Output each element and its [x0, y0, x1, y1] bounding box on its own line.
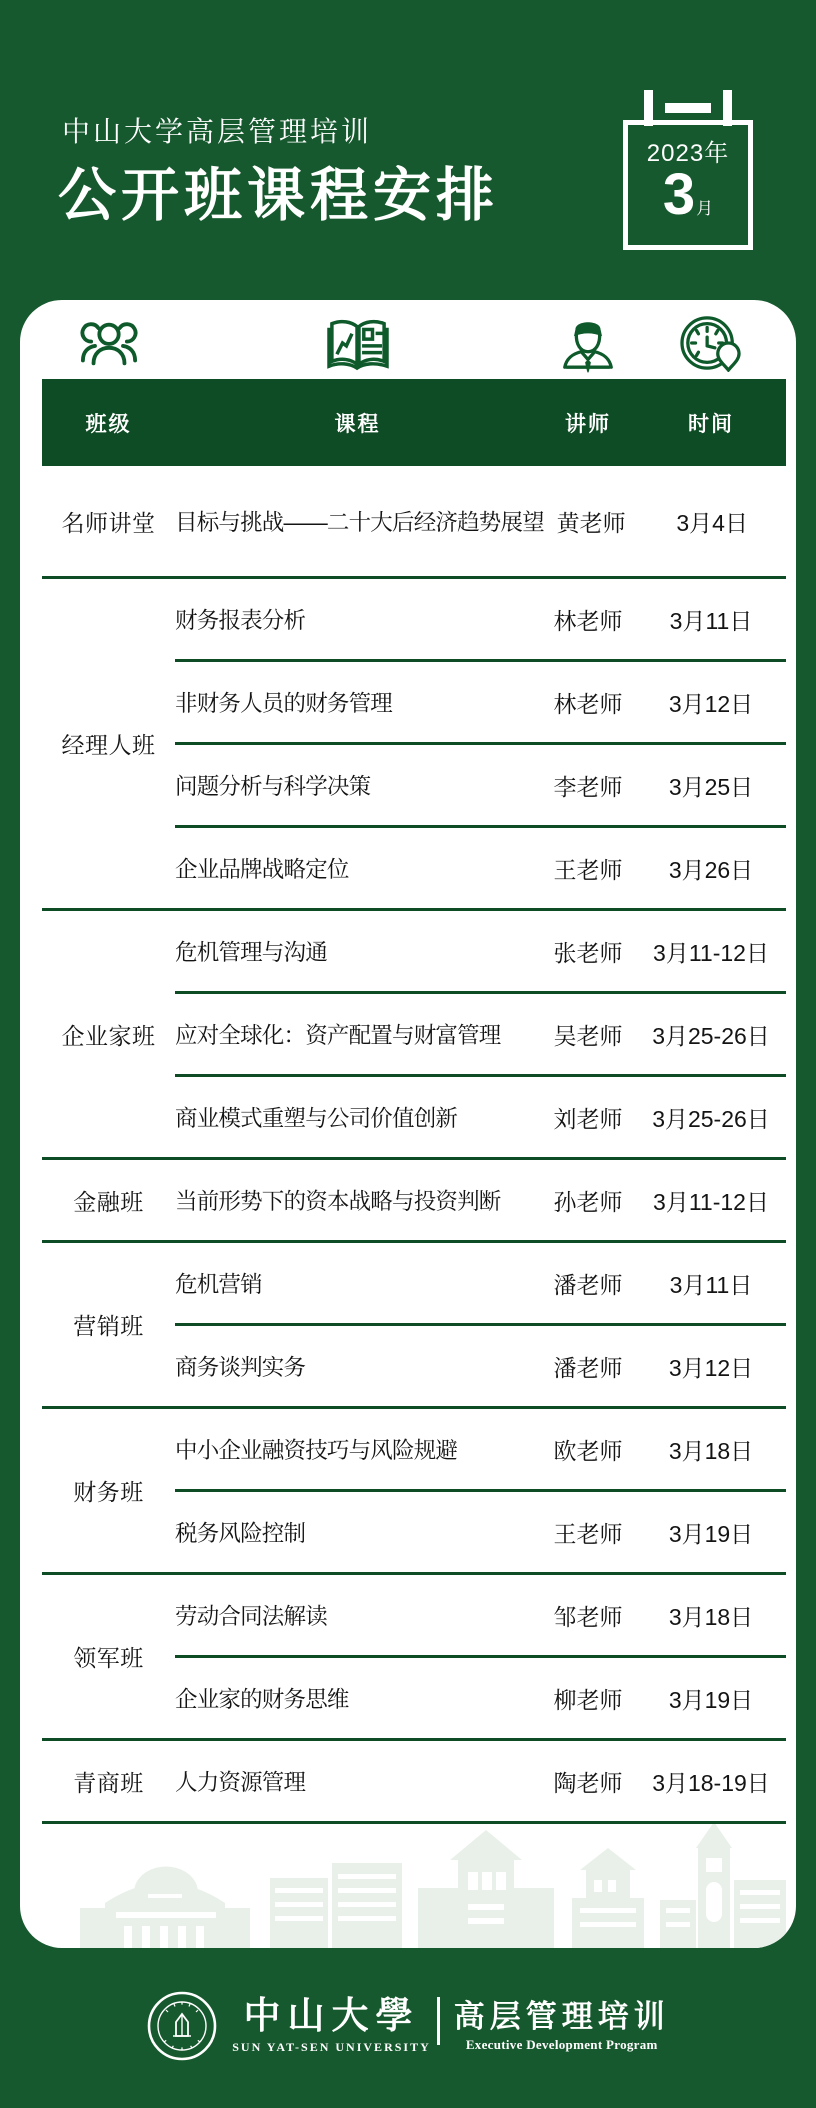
table-header-row [42, 379, 786, 466]
table-group [42, 911, 786, 1160]
teacher-cell: 林老师 [553, 690, 623, 717]
teacher-icon [540, 313, 636, 373]
class-name-label: 金融班 [73, 1188, 144, 1215]
course-cell: 企业品牌战略定位 [175, 857, 349, 882]
people-group-icon [42, 314, 175, 372]
teacher-cell: 王老师 [553, 856, 623, 883]
time-cell: 3月18-19日 [652, 1769, 770, 1796]
column-header-time: 时间 [688, 412, 734, 436]
group-rows [175, 1409, 786, 1572]
time-cell: 3月26日 [668, 856, 754, 883]
teacher-cell: 黄老师 [556, 509, 626, 536]
class-name-label: 企业家班 [61, 1022, 156, 1049]
teacher-cell: 林老师 [553, 607, 623, 634]
footer-brand [0, 1990, 816, 2062]
course-cell: 人力资源管理 [175, 1770, 306, 1795]
teacher-cell: 潘老师 [553, 1354, 623, 1381]
sysu-seal-icon [146, 1990, 218, 2062]
course-cell: 当前形势下的资本战略与投资判断 [175, 1189, 501, 1214]
time-cell: 3月12日 [668, 690, 754, 717]
table-group [42, 1409, 786, 1575]
time-cell: 3月4日 [676, 509, 748, 536]
clock-icon [636, 314, 786, 372]
class-name-label: 经理人班 [61, 732, 156, 758]
table-group [42, 1741, 786, 1824]
table-row [175, 1575, 786, 1655]
column-icons-row [42, 300, 786, 379]
class-name-label: 名师讲堂 [61, 509, 156, 536]
group-rows [175, 911, 786, 1157]
schedule-card [20, 300, 796, 1948]
table-row [175, 911, 786, 991]
column-header-course: 课程 [334, 412, 381, 436]
group-rows [175, 1160, 786, 1240]
group-rows [175, 466, 786, 576]
time-cell: 3月18日 [668, 1603, 754, 1630]
time-cell: 3月25-26日 [652, 1105, 770, 1132]
table-row [175, 579, 786, 659]
course-cell: 目标与挑战——二十大后经济趋势展望 [175, 510, 544, 535]
teacher-cell: 柳老师 [553, 1686, 623, 1713]
teacher-cell: 邹老师 [553, 1603, 623, 1630]
course-cell: 企业家的财务思维 [175, 1687, 349, 1712]
group-rows [175, 579, 786, 908]
calendar-box [623, 120, 753, 250]
table-row [175, 991, 786, 1074]
university-name-en: SUN YAT-SEN UNIVERSITY [232, 2039, 431, 2054]
table-row [175, 742, 786, 825]
table-row [175, 1243, 786, 1323]
teacher-cell: 刘老师 [553, 1105, 623, 1132]
time-cell: 3月18日 [668, 1437, 754, 1464]
time-cell: 3月19日 [668, 1686, 754, 1713]
time-cell: 3月11日 [669, 1271, 753, 1298]
group-rows [175, 1243, 786, 1406]
header-subtitle: 中山大学高层管理培训 [62, 116, 373, 147]
table-row [175, 825, 786, 908]
open-book-icon [175, 314, 540, 372]
calendar-top-bar [665, 103, 711, 113]
table-groups [42, 466, 786, 1824]
class-name-label: 青商班 [73, 1769, 144, 1796]
course-cell: 问题分析与科学决策 [175, 774, 371, 799]
course-cell: 商业模式重塑与公司价值创新 [175, 1106, 458, 1131]
calendar-icon [623, 90, 753, 250]
course-cell: 劳动合同法解读 [175, 1604, 327, 1629]
teacher-cell: 孙老师 [553, 1188, 623, 1215]
course-cell: 危机营销 [175, 1272, 262, 1297]
program-name-en: Executive Development Program [465, 2037, 658, 2053]
teacher-cell: 陶老师 [553, 1769, 623, 1796]
teacher-cell: 潘老师 [553, 1271, 623, 1298]
teacher-cell: 吴老师 [553, 1022, 623, 1049]
group-rows [175, 1741, 786, 1821]
course-cell: 税务风险控制 [175, 1521, 306, 1546]
table-row [175, 1741, 786, 1821]
time-cell: 3月19日 [668, 1520, 754, 1547]
course-cell: 危机管理与沟通 [175, 940, 327, 965]
table-row [175, 466, 786, 576]
university-name-cn: 中山大學 [243, 1996, 420, 2038]
time-cell: 3月11日 [669, 607, 753, 634]
course-cell: 应对全球化：资产配置与财富管理 [175, 1023, 501, 1048]
table-group [42, 1243, 786, 1409]
calendar-month [662, 162, 714, 227]
class-name-label: 领军班 [73, 1645, 144, 1671]
time-cell: 3月11-12日 [653, 939, 769, 966]
table-group [42, 1575, 786, 1741]
time-cell: 3月25-26日 [652, 1022, 770, 1049]
campus-skyline-watermark [20, 1808, 796, 1948]
table-row [175, 1323, 786, 1406]
table-row [175, 1489, 786, 1572]
calendar-month-unit: 月 [696, 199, 714, 218]
class-name-label: 营销班 [73, 1313, 144, 1339]
program-name-cn: 高层管理培训 [453, 1998, 670, 2034]
footer-divider [437, 1997, 440, 2045]
table-row [175, 1655, 786, 1738]
table-row [175, 1160, 786, 1240]
time-cell: 3月11-12日 [653, 1188, 769, 1215]
class-name-label: 财务班 [73, 1479, 144, 1505]
page-title: 公开班课程安排 [58, 163, 500, 228]
table-group [42, 466, 786, 579]
calendar-year: 2023年 [646, 140, 730, 167]
table-row [175, 1074, 786, 1157]
calendar-month-number: 3 [662, 162, 696, 227]
course-cell: 商务谈判实务 [175, 1355, 306, 1380]
course-cell: 财务报表分析 [175, 608, 306, 633]
group-rows [175, 1575, 786, 1738]
teacher-cell: 李老师 [553, 773, 623, 800]
course-cell: 非财务人员的财务管理 [175, 691, 393, 716]
column-header-class: 班级 [85, 412, 132, 436]
table-group [42, 1160, 786, 1243]
table-group [42, 579, 786, 911]
time-cell: 3月12日 [668, 1354, 754, 1381]
teacher-cell: 欧老师 [553, 1437, 623, 1464]
time-cell: 3月25日 [668, 773, 754, 800]
teacher-cell: 张老师 [553, 939, 623, 966]
course-cell: 中小企业融资技巧与风险规避 [175, 1438, 458, 1463]
table-row [175, 659, 786, 742]
table-row [175, 1409, 786, 1489]
teacher-cell: 王老师 [553, 1520, 623, 1547]
column-header-teacher: 讲师 [565, 412, 611, 436]
